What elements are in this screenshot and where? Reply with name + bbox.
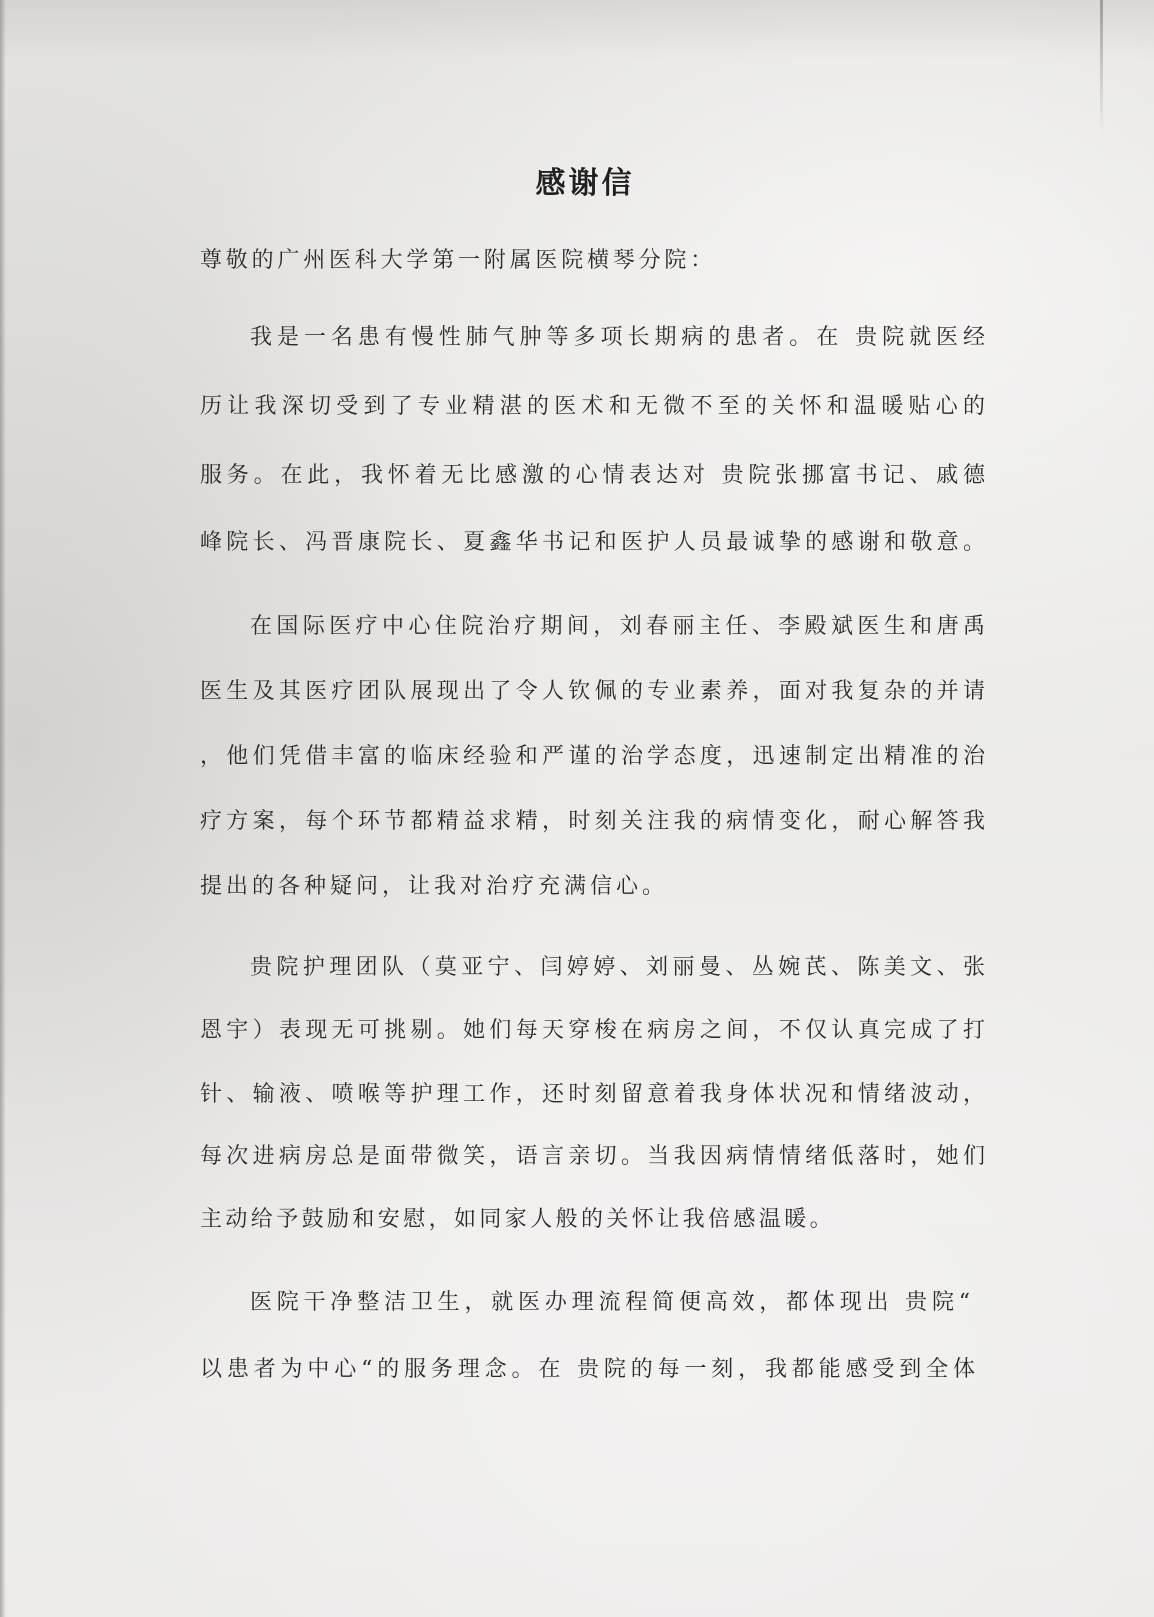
- paper-shadow: [0, 0, 1154, 60]
- letter-salutation: 尊敬的广州医科大学第一附属医院横琴分院：: [200, 248, 717, 273]
- paragraph-line: 服务。在此，我怀着无比感激的心情表达对 贵院张挪富书记、戚德: [200, 463, 985, 488]
- paragraph-line: 针、输液、喷喉等护理工作，还时刻留意着我身体状况和情绪波动，: [200, 1082, 985, 1107]
- paragraph-line: 医生及其医疗团队展现出了令人钦佩的专业素养，面对我复杂的并请: [200, 679, 985, 704]
- paragraph-line: 提出的各种疑问，让我对治疗充满信心。: [200, 874, 669, 899]
- paragraph-line: ，他们凭借丰富的临床经验和严谨的治学态度，迅速制定出精准的治: [200, 744, 985, 769]
- paragraph-line: 历让我深切受到了专业精湛的医术和无微不至的关怀和温暖贴心的: [200, 394, 985, 419]
- paragraph-line: 我是一名患有慢性肺气肿等多项长期病的患者。在 贵院就医经: [250, 325, 985, 350]
- paragraph-line: 恩宇）表现无可挑剔。她们每天穿梭在病房之间，不仅认真完成了打: [200, 1018, 985, 1043]
- letter-title: 感谢信: [535, 166, 635, 201]
- paper-edge: [0, 0, 6, 1617]
- paragraph-line: 贵院护理团队（莫亚宁、闫婷婷、刘丽曼、丛婉芪、陈美文、张: [250, 955, 985, 980]
- paragraph-line: 每次进病房总是面带微笑，语言亲切。当我因病情情绪低落时，她们: [200, 1144, 985, 1169]
- paragraph-line: 疗方案，每个环节都精益求精，时刻关注我的病情变化，耐心解答我: [200, 809, 985, 834]
- paper-crease: [1100, 0, 1103, 135]
- paragraph-line: 主动给予鼓励和安慰，如同家人般的关怀让我倍感温暖。: [200, 1207, 836, 1232]
- paragraph-line: 以患者为中心“的服务理念。在 贵院的每一刻，我都能感受到全体: [200, 1357, 975, 1382]
- paragraph-line: 在国际医疗中心住院治疗期间，刘春丽主任、李殿斌医生和唐禹: [250, 614, 985, 639]
- paragraph-line: 医院干净整洁卫生，就医办理流程简便高效，都体现出 贵院“: [250, 1290, 970, 1315]
- paragraph-line: 峰院长、冯晋康院长、夏鑫华书记和医护人员最诚挚的感谢和敬意。: [200, 530, 985, 555]
